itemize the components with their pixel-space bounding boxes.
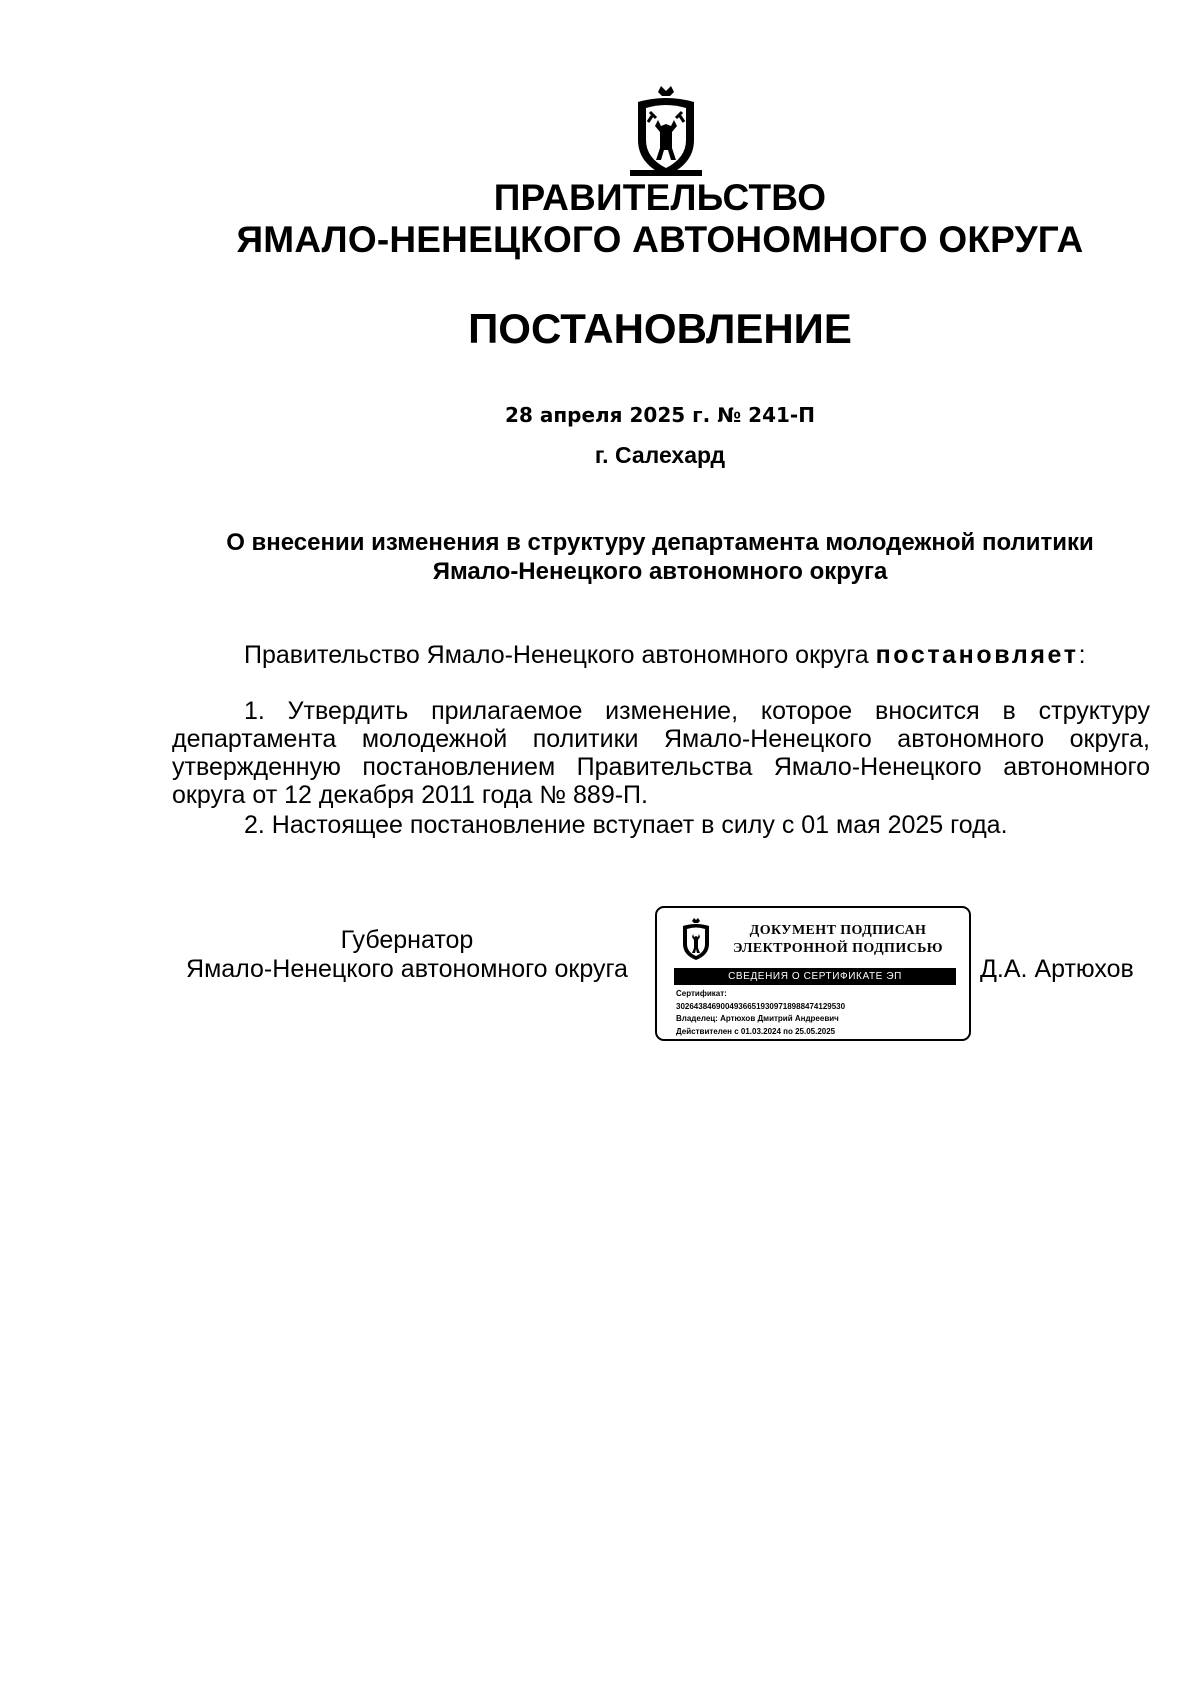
position-line2: Ямало-Ненецкого автономного округа [186,955,628,983]
electronic-signature-stamp [655,906,971,1041]
certificate-owner: Владелец: Артюхов Дмитрий Андреевич [676,1014,839,1023]
stamp-heading-line1: ДОКУМЕНТ ПОДПИСАН [749,923,927,938]
certificate-info-bar: СВЕДЕНИЯ О СЕРТИФИКАТЕ ЭП [674,968,956,985]
organization-name-line2: ЯМАЛО-НЕНЕЦКОГО АВТОНОМНОГО ОКРУГА [236,219,1084,260]
coat-of-arms-icon [679,918,713,962]
stamp-heading-line2: ЭЛЕКТРОННОЙ ПОДПИСЬЮ [733,941,943,956]
preamble-text: Правительство Ямало-Ненецкого автономного округа [244,641,876,669]
clause-2: 2. Настоящее постановление вступает в силу с 01 мая 2025 года. [244,811,1008,839]
clause-1: 1. Утвердить прилагаемое изменение, которое вносится в структуру департамента молодежной политики Ямало-Ненецкого автономного округа, утвержденную постановлением Правительства Ямало-Ненецкого автономного округа от 12 декабря 2011 года № 889-П. [172,697,1150,809]
date-and-number: 28 апреля 2025 г. № 241-П [505,403,815,427]
preamble-end: : [1078,641,1086,669]
signatory-position [172,926,642,984]
certificate-details [676,988,966,1038]
coat-of-arms-icon [628,86,704,180]
city: г. Салехард [594,442,726,468]
position-line1: Губернатор [340,926,474,954]
document-title [170,528,1150,586]
document-type: ПОСТАНОВЛЕНИЕ [468,305,852,352]
organization-name-line1: ПРАВИТЕЛЬСТВО [493,177,827,218]
title-line1: О внесении изменения в структуру департамента молодежной политики [226,529,1094,556]
signatory-name: Д.А. Артюхов [980,955,1134,983]
stamp-heading [719,922,957,958]
preamble [244,641,1086,669]
certificate-number: 30264384690049366519309718988474129530 [676,1001,846,1011]
certificate-label: Сертификат: [676,989,727,998]
title-line2: Ямало-Ненецкого автономного округа [432,558,888,585]
certificate-validity: Действителен с 01.03.2024 по 25.05.2025 [676,1026,836,1036]
preamble-emphasis: постановляет [875,641,1079,669]
